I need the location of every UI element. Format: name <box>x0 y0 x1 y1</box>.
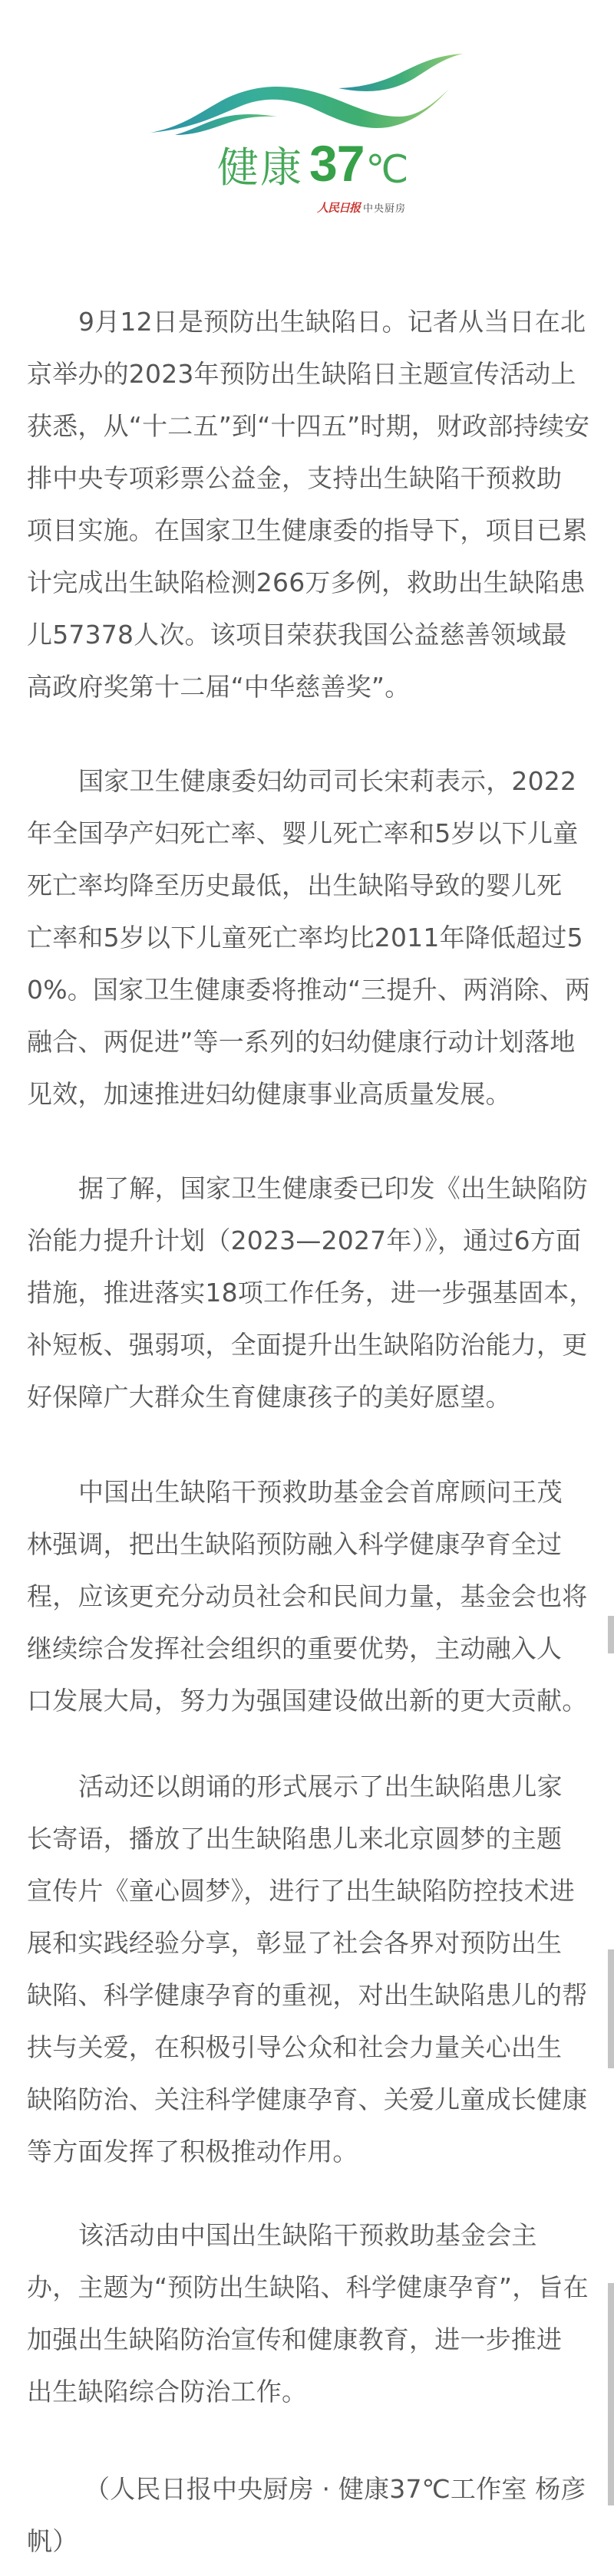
text-line: 办，主题为“预防出生缺陷、科学健康孕育”，旨在 <box>27 2272 589 2302</box>
scroll-indicator[interactable] <box>608 2283 614 2505</box>
wave-logo-icon <box>0 0 614 153</box>
text-line: 亡率和5岁以下儿童死亡率均比2011年降低超过5 <box>27 923 583 952</box>
text-line: 口发展大局，努力为强国建设做出新的更大贡献。 <box>27 1686 588 1716</box>
text-line: 缺陷、科学健康孕育的重视，对出生缺陷患儿的帮 <box>27 1980 588 2010</box>
text-line: 出生缺陷综合防治工作。 <box>27 2377 308 2407</box>
text-line: 展和实践经验分享，彰显了社会各界对预防出生 <box>27 1928 563 1958</box>
header-logo <box>0 0 614 222</box>
text-line: 治能力提升计划（2023—2027年）》，通过6方面 <box>27 1225 582 1255</box>
text-line: 程，应该更充分动员社会和民间力量，基金会也将 <box>27 1581 588 1611</box>
text-line: 排中央专项彩票公益金，支持出生缺陷干预救助 <box>27 463 563 493</box>
text-line: 融合、两促进”等一系列的妇幼健康行动计划落地 <box>27 1027 576 1057</box>
peoples-daily-brand: 人民日报 <box>317 200 361 215</box>
byline-line: 帆） <box>27 2526 78 2556</box>
logo-title-text: 健康 <box>217 143 303 192</box>
paragraph-2 <box>27 755 595 1120</box>
text-line: 获悉，从“十二五”到“十四五”时期，财政部持续安 <box>27 411 590 441</box>
scroll-indicator[interactable] <box>608 1616 614 1653</box>
text-line: 见效，加速推进妇幼健康事业高质量发展。 <box>27 1079 511 1109</box>
scroll-indicator[interactable] <box>608 1949 614 2068</box>
text-line: 补短板、强弱项，全面提升出生缺陷防治能力，更 <box>27 1330 588 1360</box>
text-line: 计完成出生缺陷检测266万多例，救助出生缺陷患 <box>27 568 586 597</box>
text-line: 扶与关爱，在积极引导公众和社会力量关心出生 <box>27 2032 563 2062</box>
text-line: 项目实施。在国家卫生健康委的指导下，项目已累 <box>27 515 588 545</box>
text-line: 中国出生缺陷干预救助基金会首席顾问王茂 <box>78 1477 563 1507</box>
logo-subtitle <box>317 199 406 215</box>
text-line: 国家卫生健康委妇幼司司长宋莉表示，2022 <box>78 766 577 796</box>
logo-title-unit: ℃ <box>365 148 409 191</box>
paragraph-6 <box>27 2209 595 2418</box>
text-line: 宣传片《童心圆梦》，进行了出生缺陷防控技术进 <box>27 1876 575 1906</box>
text-line: 该活动由中国出生缺陷干预救助基金会主 <box>78 2220 537 2250</box>
text-line: 死亡率均降至历史最低，出生缺陷导致的婴儿死 <box>27 870 563 900</box>
text-line: 年全国孕产妇死亡率、婴儿死亡率和5岁以下儿童 <box>27 818 579 848</box>
text-line: 0%。国家卫生健康委将推动“三提升、两消除、两 <box>27 975 591 1005</box>
text-line: 措施，推进落实18项工作任务，进一步强基固本， <box>27 1278 595 1308</box>
logo-title <box>217 135 409 192</box>
text-line: 加强出生缺陷防治宣传和健康教育，进一步推进 <box>27 2324 563 2354</box>
central-kitchen-label: 中央厨房 <box>363 202 407 215</box>
text-line: 好保障广大群众生育健康孩子的美好愿望。 <box>27 1382 511 1412</box>
text-line: 9月12日是预防出生缺陷日。记者从当日在北 <box>78 307 586 337</box>
paragraph-5 <box>27 1761 595 2178</box>
text-line: 长寄语，播放了出生缺陷患儿来北京圆梦的主题 <box>27 1824 563 1854</box>
byline <box>27 2463 595 2568</box>
text-line: 儿57378人次。该项目荣获我国公益慈善领域最 <box>27 620 567 650</box>
logo-title-number: 37 <box>309 135 365 192</box>
paragraph-4 <box>27 1466 595 1727</box>
text-line: 缺陷防治、关注科学健康孕育、关爱儿童成长健康 <box>27 2084 588 2114</box>
paragraph-3 <box>27 1163 595 1423</box>
byline-line: （人民日报中央厨房 · 健康37℃工作室 杨彦 <box>84 2474 586 2504</box>
text-line: 林强调，把出生缺陷预防融入科学健康孕育全过 <box>27 1529 563 1559</box>
text-line: 等方面发挥了积极推动作用。 <box>27 2137 358 2166</box>
text-line: 继续综合发挥社会组织的重要优势，主动融入人 <box>27 1633 563 1663</box>
text-line: 活动还以朗诵的形式展示了出生缺陷患儿家 <box>78 1772 563 1801</box>
paragraph-1 <box>27 296 595 713</box>
text-line: 据了解，国家卫生健康委已印发《出生缺陷防 <box>78 1173 588 1203</box>
text-line: 京举办的2023年预防出生缺陷日主题宣传活动上 <box>27 359 576 389</box>
text-line: 高政府奖第十二届“中华慈善奖”。 <box>27 672 411 702</box>
